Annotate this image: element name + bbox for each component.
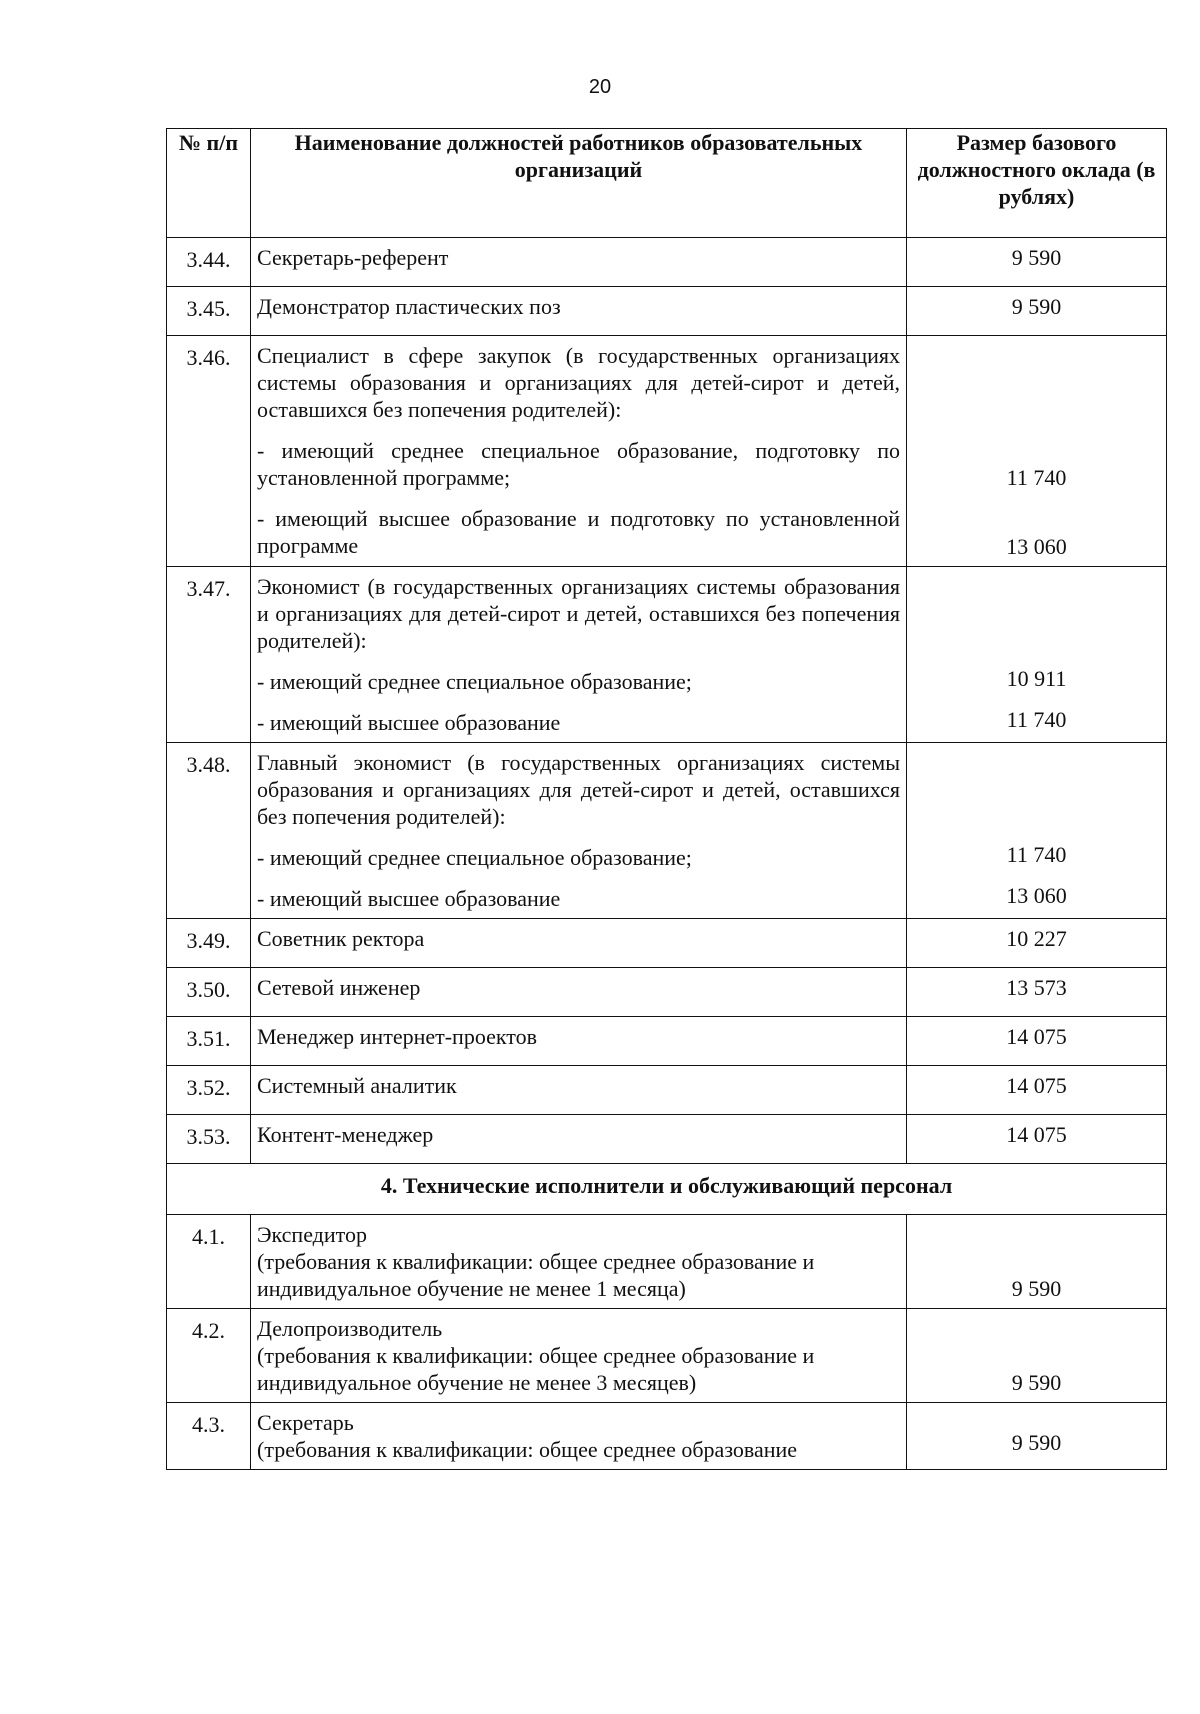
header-salary: Размер базового должностного оклада (в рублях) [907, 129, 1167, 238]
salary-cell [907, 1403, 1167, 1470]
salary-value: 9 590 [1011, 1370, 1062, 1395]
table-header-row [167, 129, 1167, 238]
position-name: Менеджер интернет-проектов [251, 1017, 907, 1066]
position-name [251, 743, 907, 919]
salary-value: 11 740 [1006, 465, 1067, 490]
table-row [167, 567, 1167, 743]
position-name [251, 1309, 907, 1403]
table-row [167, 1115, 1167, 1164]
salary-value: 14 075 [907, 1066, 1167, 1115]
header-number: № п/п [167, 129, 251, 238]
salary-value: 13 060 [1006, 883, 1067, 908]
salary-cell [907, 743, 1167, 919]
salary-value: 10 227 [907, 919, 1167, 968]
position-title: Секретарь [257, 1410, 354, 1435]
row-number: 3.45. [167, 287, 251, 336]
table-row [167, 1215, 1167, 1309]
position-title: Экономист (в государственных организациях системы образования и организациях для детей-сирот и детей, оставшихся без попечения родителей): [257, 574, 900, 653]
table-row [167, 1403, 1167, 1470]
row-number: 3.52. [167, 1066, 251, 1115]
salary-cell [907, 336, 1167, 567]
row-number: 4.3. [167, 1403, 251, 1470]
salary-cell [907, 1215, 1167, 1309]
salary-value: 9 590 [907, 287, 1167, 336]
row-number: 3.44. [167, 238, 251, 287]
position-name: Демонстратор пластических поз [251, 287, 907, 336]
table-row [167, 1309, 1167, 1403]
salary-cell [907, 1309, 1167, 1403]
position-name [251, 567, 907, 743]
sub-position: - имеющий высшее образование [257, 710, 561, 735]
position-title: Специалист в сфере закупок (в государственных организациях системы образования и организациях для детей-сирот и детей, оставшихся без попечения родителей): [257, 343, 900, 422]
position-name: Сетевой инженер [251, 968, 907, 1017]
sub-position: - имеющий высшее образование [257, 886, 561, 911]
table-row [167, 287, 1167, 336]
table-row [167, 238, 1167, 287]
row-number: 3.48. [167, 743, 251, 919]
section-heading-row [167, 1164, 1167, 1215]
table-row [167, 1017, 1167, 1066]
position-name [251, 1403, 907, 1470]
row-number: 3.51. [167, 1017, 251, 1066]
section-title: 4. Технические исполнители и обслуживающий персонал [167, 1164, 1167, 1215]
row-number: 3.53. [167, 1115, 251, 1164]
header-position-name: Наименование должностей работников образовательных организаций [251, 129, 907, 238]
row-number: 3.50. [167, 968, 251, 1017]
row-number: 4.2. [167, 1309, 251, 1403]
position-name: Секретарь-референт [251, 238, 907, 287]
salary-value: 13 573 [907, 968, 1167, 1017]
qualification-requirements: (требования к квалификации: общее среднее образование и индивидуальное обучение не менее 1 месяца) [257, 1249, 815, 1301]
position-name: Контент-менеджер [251, 1115, 907, 1164]
sub-position: - имеющий высшее образование и подготовку по установленной программе [257, 506, 900, 558]
row-number: 3.46. [167, 336, 251, 567]
position-title: Главный экономист (в государственных организациях системы образования и организациях для детей-сирот и детей, оставшихся без попечения родителей): [257, 750, 900, 829]
row-number: 3.47. [167, 567, 251, 743]
salary-value: 10 911 [1006, 666, 1067, 691]
salary-table [166, 128, 1167, 1470]
salary-cell [907, 567, 1167, 743]
table-row [167, 1066, 1167, 1115]
salary-value: 9 590 [907, 238, 1167, 287]
row-number: 3.49. [167, 919, 251, 968]
salary-value: 13 060 [1006, 534, 1067, 559]
table-row [167, 336, 1167, 567]
position-name: Системный аналитик [251, 1066, 907, 1115]
table-row [167, 743, 1167, 919]
page-number: 20 [588, 76, 612, 98]
table-row [167, 968, 1167, 1017]
qualification-requirements: (требования к квалификации: общее среднее образование [257, 1437, 798, 1462]
salary-value: 9 590 [1011, 1276, 1062, 1301]
position-title: Делопроизводитель [257, 1316, 443, 1341]
position-name: Советник ректора [251, 919, 907, 968]
salary-value: 11 740 [1006, 842, 1067, 867]
salary-value: 14 075 [907, 1017, 1167, 1066]
salary-value: 11 740 [1006, 707, 1067, 732]
position-name [251, 336, 907, 567]
position-name [251, 1215, 907, 1309]
qualification-requirements: (требования к квалификации: общее среднее образование и индивидуальное обучение не менее 3 месяцев) [257, 1343, 815, 1395]
salary-value: 9 590 [1011, 1430, 1062, 1455]
table-row [167, 919, 1167, 968]
position-title: Экспедитор [257, 1222, 367, 1247]
sub-position: - имеющий среднее специальное образование, подготовку по установленной программе; [257, 438, 900, 490]
row-number: 4.1. [167, 1215, 251, 1309]
sub-position: - имеющий среднее специальное образование; [257, 845, 692, 870]
salary-value: 14 075 [907, 1115, 1167, 1164]
sub-position: - имеющий среднее специальное образование; [257, 669, 692, 694]
